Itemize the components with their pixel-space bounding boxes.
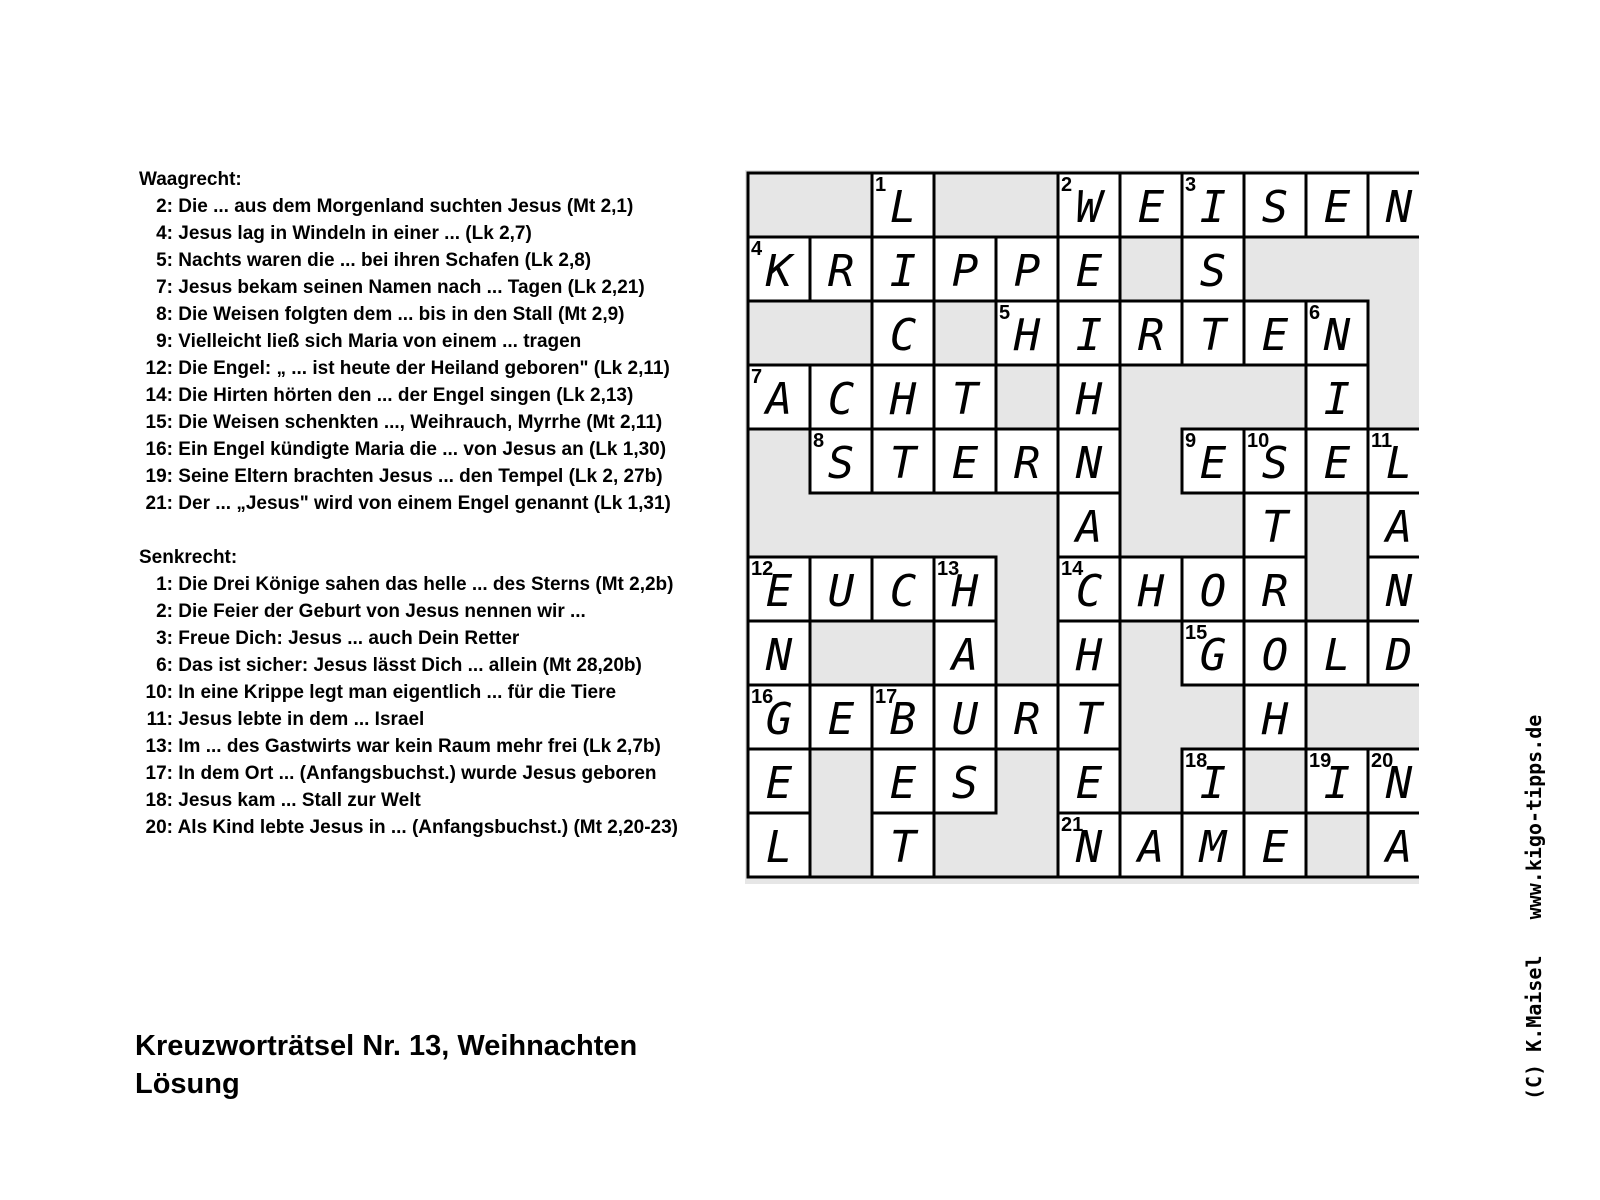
grid-cell[interactable] — [1368, 813, 1430, 877]
clue-item — [139, 760, 729, 787]
grid-cell[interactable] — [810, 429, 872, 493]
grid-cell[interactable] — [748, 621, 810, 685]
clue-number: 11: — [146, 709, 173, 730]
clue-item — [139, 274, 729, 301]
across-clue-list — [139, 193, 729, 517]
clue-text: In eine Krippe legt man eigentlich ... für die Tiere — [178, 682, 617, 703]
clue-item — [139, 706, 729, 733]
clue-item — [139, 436, 729, 463]
grid-cell[interactable] — [1306, 173, 1368, 237]
clue-text: Vielleicht ließ sich Maria von einem ... tragen — [178, 331, 582, 352]
puzzle-subtitle: Lösung — [135, 1068, 240, 1100]
grid-cell[interactable] — [1306, 365, 1368, 429]
cell-letter: E — [1323, 182, 1351, 233]
grid-cell[interactable] — [1368, 749, 1430, 813]
cell-letter: L — [1385, 438, 1413, 489]
clue-text: Die Feier der Geburt von Jesus nennen wir ... — [178, 601, 586, 622]
clue-number: 19: — [145, 466, 173, 487]
clue-item — [139, 328, 729, 355]
clue-number-label: 13 — [937, 558, 960, 580]
clue-number: 6: — [156, 655, 173, 676]
cell-letter: A — [1137, 822, 1165, 873]
clue-number-label: 18 — [1185, 750, 1208, 772]
clue-item — [139, 220, 729, 247]
cell-letter: E — [951, 438, 979, 489]
cell-letter: I — [1199, 182, 1227, 233]
grid-cell[interactable] — [1244, 173, 1306, 237]
grid-cell[interactable] — [810, 685, 872, 749]
across-heading: Waagrecht: — [139, 169, 242, 190]
clue-text: Die Drei Könige sahen das helle ... des Sterns (Mt 2,2b) — [178, 574, 674, 595]
clue-item — [139, 355, 729, 382]
cell-letter: K — [765, 246, 793, 297]
clue-text: Die Hirten hörten den ... der Engel singen (Lk 2,13) — [178, 385, 634, 406]
cell-letter: E — [1137, 182, 1165, 233]
grid-cell[interactable] — [934, 621, 996, 685]
cell-letter: H — [1261, 694, 1289, 745]
grid-cell[interactable] — [872, 749, 934, 813]
down-clue-list — [139, 571, 729, 841]
cell-letter: L — [889, 182, 917, 233]
clue-text: Ein Engel kündigte Maria die ... von Jesus an (Lk 1,30) — [178, 439, 667, 460]
clue-text: Der ... „Jesus" wird von einem Engel genannt (Lk 1,31) — [178, 493, 671, 514]
cell-letter: U — [951, 694, 979, 745]
clue-text: Freue Dich: Jesus ... auch Dein Retter — [178, 628, 520, 649]
grid-cell[interactable] — [872, 301, 934, 365]
clue-number: 18: — [145, 790, 173, 811]
grid-cell[interactable] — [1182, 173, 1244, 237]
clue-item — [139, 679, 729, 706]
grid-cell[interactable] — [1244, 621, 1306, 685]
grid-cell[interactable] — [934, 365, 996, 429]
cell-letter: H — [1075, 630, 1103, 681]
grid-cell[interactable] — [872, 429, 934, 493]
grid-cell[interactable] — [1120, 557, 1182, 621]
cell-letter: A — [765, 374, 793, 425]
grid-cell[interactable] — [1058, 301, 1120, 365]
grid-cell[interactable] — [1182, 237, 1244, 301]
cell-letter: O — [1199, 566, 1227, 617]
clue-item — [139, 787, 729, 814]
clue-item — [139, 193, 729, 220]
grid-cell[interactable] — [1244, 429, 1306, 493]
clue-panel — [139, 166, 729, 841]
grid-cell[interactable] — [1368, 429, 1430, 493]
grid-cell[interactable] — [1306, 429, 1368, 493]
clue-number-label: 1 — [875, 174, 887, 196]
cell-letter: E — [1199, 438, 1227, 489]
cell-letter: H — [1013, 310, 1041, 361]
cell-letter: S — [1199, 246, 1227, 297]
down-heading: Senkrecht: — [139, 547, 238, 568]
clue-number-label: 2 — [1061, 174, 1073, 196]
grid-cell[interactable] — [1368, 621, 1430, 685]
grid-cell[interactable] — [1058, 749, 1120, 813]
grid-cell[interactable] — [748, 557, 810, 621]
clue-item — [139, 733, 729, 760]
cell-letter: E — [1261, 822, 1289, 873]
grid-cell[interactable] — [1244, 557, 1306, 621]
clue-item — [139, 490, 729, 517]
cell-letter: N — [765, 630, 793, 681]
cell-letter: T — [889, 438, 917, 489]
clue-number-label: 4 — [751, 238, 763, 260]
cell-letter: W — [1075, 182, 1103, 233]
grid-cell[interactable] — [1182, 301, 1244, 365]
clue-number: 3: — [156, 628, 173, 649]
cell-letter: E — [1075, 758, 1103, 809]
clue-number-label: 10 — [1247, 430, 1270, 452]
cell-letter: R — [827, 246, 855, 297]
cell-letter: C — [827, 374, 855, 425]
grid-cell[interactable] — [1306, 749, 1368, 813]
cell-letter: H — [951, 566, 979, 617]
cell-letter: T — [1075, 694, 1103, 745]
clue-number: 5: — [156, 250, 173, 271]
grid-cell[interactable] — [1306, 301, 1368, 365]
grid-cell[interactable] — [1182, 429, 1244, 493]
cell-letter: S — [827, 438, 855, 489]
clue-item — [139, 247, 729, 274]
grid-cell[interactable] — [872, 557, 934, 621]
grid-cell[interactable] — [748, 685, 810, 749]
cell-letter: E — [827, 694, 855, 745]
grid-cell[interactable] — [1244, 301, 1306, 365]
cell-letter: P — [951, 246, 979, 297]
grid-cell[interactable] — [1182, 557, 1244, 621]
cell-letter: T — [889, 822, 917, 873]
clue-number: 2: — [156, 601, 173, 622]
grid-cell[interactable] — [872, 365, 934, 429]
cell-letter: L — [765, 822, 793, 873]
grid-cell[interactable] — [1058, 365, 1120, 429]
cell-letter: I — [1199, 758, 1227, 809]
grid-cell[interactable] — [1244, 813, 1306, 877]
clue-item — [139, 652, 729, 679]
crossword-grid — [745, 170, 1419, 884]
grid-cell[interactable] — [872, 685, 934, 749]
cell-letter: E — [1075, 246, 1103, 297]
grid-cell[interactable] — [810, 237, 872, 301]
clue-number-label: 14 — [1061, 558, 1084, 580]
clue-number-label: 16 — [751, 686, 774, 708]
grid-cell[interactable] — [1182, 749, 1244, 813]
clue-item — [139, 625, 729, 652]
grid-cell[interactable] — [996, 237, 1058, 301]
clue-item — [139, 301, 729, 328]
grid-cell[interactable] — [1058, 493, 1120, 557]
grid-cell[interactable] — [1368, 173, 1430, 237]
cell-letter: N — [1385, 758, 1413, 809]
clue-text: Die Weisen folgten dem ... bis in den Stall (Mt 2,9) — [178, 304, 625, 325]
grid-cell[interactable] — [934, 749, 996, 813]
clue-number: 10: — [145, 682, 173, 703]
clue-number-label: 21 — [1061, 814, 1084, 836]
grid-cell[interactable] — [810, 365, 872, 429]
clue-item — [139, 463, 729, 490]
cell-letter: T — [951, 374, 979, 425]
grid-cell[interactable] — [1244, 685, 1306, 749]
grid-cell[interactable] — [1058, 237, 1120, 301]
clue-text: Im ... des Gastwirts war kein Raum mehr frei (Lk 2,7b) — [178, 736, 661, 757]
cell-letter: R — [1013, 694, 1041, 745]
clue-item — [139, 382, 729, 409]
cell-letter: N — [1075, 822, 1103, 873]
clue-number: 13: — [145, 736, 173, 757]
grid-cell[interactable] — [1058, 813, 1120, 877]
grid-cell[interactable] — [872, 173, 934, 237]
clue-text: Als Kind lebte Jesus in ... (Anfangsbuchst.) (Mt 2,20-23) — [177, 817, 678, 838]
cell-letter: H — [1137, 566, 1165, 617]
cell-letter: S — [1261, 182, 1289, 233]
cell-letter: T — [1199, 310, 1227, 361]
cell-letter: L — [1323, 630, 1351, 681]
cell-letter: A — [1385, 822, 1413, 873]
credit-text: (C) K.Maisel www.kigo-tipps.de — [1522, 714, 1546, 1100]
grid-cell[interactable] — [1058, 685, 1120, 749]
grid-cell[interactable] — [1058, 557, 1120, 621]
clue-number-label: 5 — [999, 302, 1011, 324]
clue-text: Jesus lag in Windeln in einer ... (Lk 2,7) — [178, 223, 532, 244]
clue-item — [139, 409, 729, 436]
clue-number-label: 17 — [875, 686, 898, 708]
cell-letter: G — [1199, 630, 1227, 681]
cell-letter: C — [889, 566, 917, 617]
cell-letter: E — [1323, 438, 1351, 489]
grid-cell[interactable] — [872, 813, 934, 877]
grid-cell[interactable] — [1182, 813, 1244, 877]
grid-cell[interactable] — [1306, 621, 1368, 685]
grid-cell[interactable] — [934, 429, 996, 493]
clue-number-label: 12 — [751, 558, 774, 580]
clue-text: In dem Ort ... (Anfangsbuchst.) wurde Jesus geboren — [178, 763, 657, 784]
grid-cell[interactable] — [748, 749, 810, 813]
cell-letter: M — [1199, 822, 1227, 873]
cell-letter: U — [827, 566, 855, 617]
clue-number: 17: — [145, 763, 173, 784]
clue-number: 14: — [145, 385, 173, 406]
clue-spacer — [139, 517, 729, 544]
grid-cell[interactable] — [934, 237, 996, 301]
clue-number-label: 9 — [1185, 430, 1197, 452]
cell-letter: C — [1075, 566, 1103, 617]
grid-cell[interactable] — [1120, 173, 1182, 237]
cell-letter: R — [1013, 438, 1041, 489]
clue-number-label: 7 — [751, 366, 763, 388]
cell-letter: A — [1385, 502, 1413, 553]
clue-text: Die Engel: „ ... ist heute der Heiland geboren" (Lk 2,11) — [178, 358, 670, 379]
clue-number: 4: — [156, 223, 173, 244]
clue-number-label: 8 — [813, 430, 825, 452]
clue-item — [139, 814, 729, 841]
grid-cell[interactable] — [1058, 621, 1120, 685]
grid-cell[interactable] — [1244, 493, 1306, 557]
grid-cell[interactable] — [934, 557, 996, 621]
puzzle-title-block — [135, 1027, 637, 1103]
clue-text: Jesus kam ... Stall zur Welt — [178, 790, 421, 811]
grid-cell[interactable] — [1182, 621, 1244, 685]
cell-letter: N — [1385, 566, 1413, 617]
grid-cell[interactable] — [1368, 557, 1430, 621]
clue-number-label: 20 — [1371, 750, 1394, 772]
cell-letter: N — [1323, 310, 1351, 361]
clue-number-label: 3 — [1185, 174, 1197, 196]
clue-number-label: 19 — [1309, 750, 1332, 772]
grid-cell[interactable] — [872, 237, 934, 301]
clue-number: 12: — [145, 358, 173, 379]
clue-number: 1: — [156, 574, 173, 595]
grid-cell[interactable] — [996, 301, 1058, 365]
cell-letter: E — [765, 566, 793, 617]
cell-letter: A — [1075, 502, 1103, 553]
grid-cell[interactable] — [748, 365, 810, 429]
clue-number-label: 15 — [1185, 622, 1208, 644]
cell-letter: G — [765, 694, 793, 745]
clue-number: 15: — [145, 412, 173, 433]
cell-letter: E — [765, 758, 793, 809]
cell-letter: I — [1323, 374, 1351, 425]
clue-text: Die Weisen schenkten ..., Weihrauch, Myrrhe (Mt 2,11) — [178, 412, 663, 433]
clue-number: 21: — [145, 493, 173, 514]
cell-letter: E — [889, 758, 917, 809]
clue-number: 9: — [156, 331, 173, 352]
cell-letter: B — [889, 694, 917, 745]
cell-letter: E — [1261, 310, 1289, 361]
grid-cell[interactable] — [1368, 493, 1430, 557]
cell-letter: I — [1323, 758, 1351, 809]
grid-cell[interactable] — [748, 813, 810, 877]
grid-cell[interactable] — [1058, 429, 1120, 493]
cell-letter: N — [1075, 438, 1103, 489]
clue-item — [139, 598, 729, 625]
cell-letter: D — [1385, 630, 1413, 681]
cell-letter: R — [1137, 310, 1165, 361]
grid-cell[interactable] — [1120, 813, 1182, 877]
cell-letter: H — [889, 374, 917, 425]
clue-number: 2: — [156, 196, 173, 217]
clue-text: Seine Eltern brachten Jesus ... den Tempel (Lk 2, 27b) — [178, 466, 663, 487]
clue-number-label: 6 — [1309, 302, 1321, 324]
cell-letter: S — [951, 758, 979, 809]
grid-cell[interactable] — [810, 557, 872, 621]
grid-cell[interactable] — [1058, 173, 1120, 237]
cell-letter: I — [1075, 310, 1103, 361]
puzzle-title: Kreuzworträtsel Nr. 13, Weihnachten — [135, 1030, 638, 1062]
cell-letter: O — [1261, 630, 1289, 681]
clue-number-label: 11 — [1371, 430, 1393, 452]
grid-cell[interactable] — [748, 237, 810, 301]
cell-letter: P — [1013, 246, 1041, 297]
cell-letter: H — [1075, 374, 1103, 425]
clue-text: Das ist sicher: Jesus lässt Dich ... allein (Mt 28,20b) — [178, 655, 642, 676]
clue-number: 8: — [156, 304, 173, 325]
cell-letter: T — [1261, 502, 1289, 553]
grid-cell[interactable] — [934, 685, 996, 749]
clue-text: Nachts waren die ... bei ihren Schafen (Lk 2,8) — [178, 250, 592, 271]
clue-number: 16: — [145, 439, 173, 460]
grid-cell[interactable] — [1120, 301, 1182, 365]
cell-letter: S — [1261, 438, 1289, 489]
clue-number: 7: — [156, 277, 173, 298]
clue-text: Die ... aus dem Morgenland suchten Jesus (Mt 2,1) — [178, 196, 634, 217]
cell-letter: A — [951, 630, 979, 681]
clue-item — [139, 571, 729, 598]
grid-cell[interactable] — [996, 685, 1058, 749]
grid-cell[interactable] — [996, 429, 1058, 493]
cell-letter: N — [1385, 182, 1413, 233]
cell-letter: C — [889, 310, 917, 361]
cell-letter: I — [889, 246, 917, 297]
cell-letter: R — [1261, 566, 1289, 617]
clue-text: Jesus lebte in dem ... Israel — [178, 709, 425, 730]
clue-number: 20: — [145, 817, 173, 838]
clue-text: Jesus bekam seinen Namen nach ... Tagen (Lk 2,21) — [178, 277, 645, 298]
